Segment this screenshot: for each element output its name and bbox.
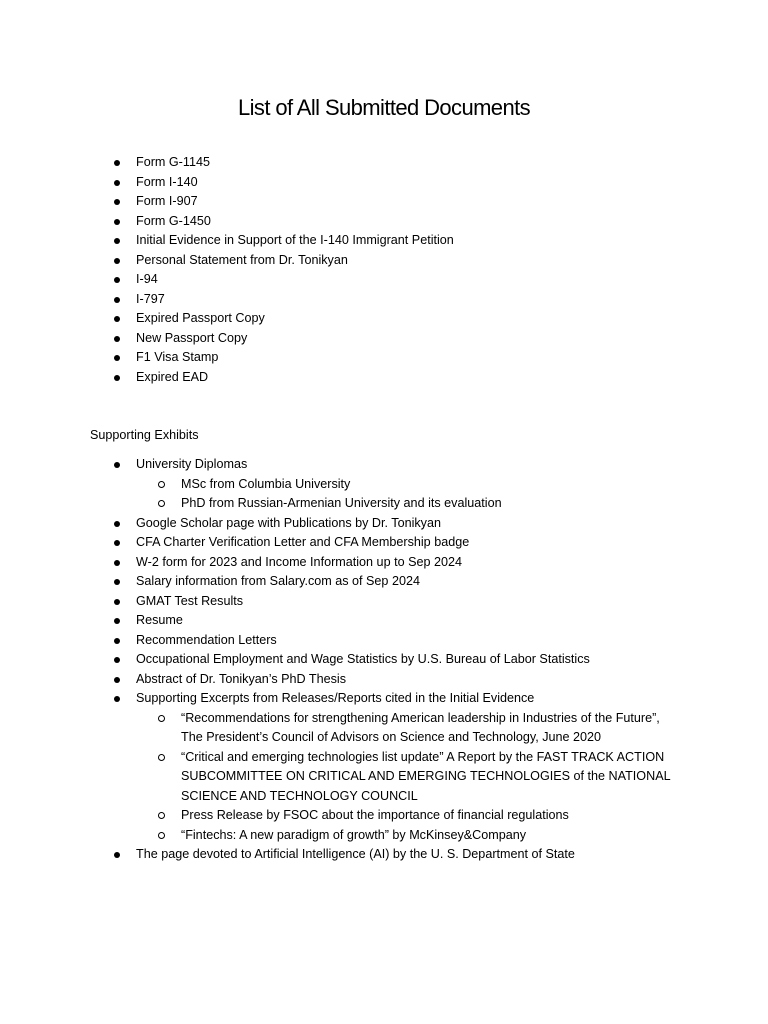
list-item-text: Form I-907 (136, 194, 198, 208)
sub-list-item (0, 709, 768, 748)
bullet-icon (114, 638, 120, 644)
list-item-text: F1 Visa Stamp (136, 350, 219, 364)
list-item (0, 533, 768, 553)
list-item-text: Form G-1450 (136, 213, 211, 228)
list-item-text: I-94 (136, 272, 158, 286)
list-item-text: Expired Passport Copy (136, 311, 265, 325)
sub-list-item-text: Press Release by FSOC about the importance of financial regulations (181, 808, 569, 822)
list-item-text: Form I-140 (136, 174, 198, 189)
list-item (0, 270, 768, 290)
bullet-icon (114, 180, 120, 186)
bullet-icon (114, 160, 120, 166)
circle-bullet-icon (158, 481, 165, 488)
list-item (0, 309, 768, 329)
list-item (0, 153, 768, 173)
bullet-icon (114, 540, 120, 546)
list-item (0, 192, 768, 212)
circle-bullet-icon (158, 832, 165, 839)
sub-list-item-text: PhD from Russian-Armenian University and its evaluation (181, 496, 502, 510)
list-item (0, 689, 768, 845)
bullet-icon (114, 521, 120, 527)
list-item (0, 455, 768, 514)
supporting-exhibits-heading: Supporting Exhibits (90, 428, 199, 442)
list-item (0, 290, 768, 310)
list-item-text: W-2 form for 2023 and Income Information up to Sep 2024 (136, 554, 462, 569)
list-item (0, 845, 768, 865)
list-item (0, 572, 768, 592)
list-item-text: Occupational Employment and Wage Statistics by U.S. Bureau of Labor Statistics (136, 652, 590, 666)
list-item-text: Resume (136, 613, 183, 627)
list-item-text: Salary information from Salary.com as of Sep 2024 (136, 574, 420, 588)
document-title: List of All Submitted Documents (238, 95, 530, 120)
submitted-forms-list (0, 153, 768, 387)
list-item-text: Recommendation Letters (136, 632, 277, 647)
bullet-icon (114, 238, 120, 244)
list-item (0, 368, 768, 388)
sub-list-item (0, 494, 768, 514)
bullet-icon (114, 618, 120, 624)
sub-list-item (0, 806, 768, 826)
list-item-text: Initial Evidence in Support of the I-140 Immigrant Petition (136, 233, 454, 247)
list-item (0, 670, 768, 690)
sub-list-item-text: “Fintechs: A new paradigm of growth” by McKinsey&Company (181, 827, 527, 842)
circle-bullet-icon (158, 754, 165, 761)
list-item (0, 553, 768, 573)
sub-list-item (0, 475, 768, 495)
list-item-text: CFA Charter Verification Letter and CFA Membership badge (136, 535, 470, 549)
list-item-text: Personal Statement from Dr. Tonikyan (136, 252, 348, 267)
bullet-icon (114, 297, 120, 303)
sub-list-item (0, 748, 768, 807)
list-item (0, 631, 768, 651)
bullet-icon (114, 219, 120, 225)
list-item-text: Google Scholar page with Publications by Dr. Tonikyan (136, 515, 441, 530)
list-item (0, 329, 768, 349)
supporting-exhibits-list (0, 455, 768, 865)
bullet-icon (114, 277, 120, 283)
list-item (0, 212, 768, 232)
list-item (0, 514, 768, 534)
bullet-icon (114, 375, 120, 381)
list-item (0, 231, 768, 251)
list-item-text: GMAT Test Results (136, 593, 244, 608)
list-item-text: University Diplomas (136, 457, 248, 471)
list-item-text: Abstract of Dr. Tonikyan’s PhD Thesis (136, 671, 346, 686)
circle-bullet-icon (158, 715, 165, 722)
bullet-icon (114, 316, 120, 322)
sub-list-item-text: MSc from Columbia University (181, 476, 351, 491)
list-item-text: Expired EAD (136, 369, 209, 384)
sub-list-item-text: “Recommendations for strengthening American leadership in Industries of the Future”, The President’s Council of Advisors on Science and Technology, June 2020 (181, 710, 660, 744)
list-item-text: I-797 (136, 291, 165, 306)
bullet-icon (114, 579, 120, 585)
sub-list (0, 475, 768, 514)
bullet-icon (114, 599, 120, 605)
list-item-text: The page devoted to Artificial Intelligence (AI) by the U. S. Department of State (136, 847, 575, 861)
list-item-text: New Passport Copy (136, 330, 248, 345)
circle-bullet-icon (158, 812, 165, 819)
bullet-icon (114, 199, 120, 205)
bullet-icon (114, 657, 120, 663)
sub-list (0, 709, 768, 846)
bullet-icon (114, 258, 120, 264)
bullet-icon (114, 336, 120, 342)
bullet-icon (114, 677, 120, 683)
sub-list-item-text: “Critical and emerging technologies list update” A Report by the FAST TRACK ACTION SUBCOMMITTEE ON CRITICAL AND EMERGING TECHNOLOGIES of the NATIONAL SCIENCE AND TECHNOLOGY COUNCIL (181, 749, 671, 803)
bullet-icon (114, 852, 120, 858)
list-item-text: Form G-1145 (136, 155, 210, 169)
list-item (0, 592, 768, 612)
bullet-icon (114, 355, 120, 361)
list-item (0, 611, 768, 631)
sub-list-item (0, 826, 768, 846)
list-item-text: Supporting Excerpts from Releases/Reports cited in the Initial Evidence (136, 691, 535, 705)
circle-bullet-icon (158, 500, 165, 507)
bullet-icon (114, 462, 120, 468)
bullet-icon (114, 560, 120, 566)
list-item (0, 173, 768, 193)
list-item (0, 251, 768, 271)
list-item (0, 650, 768, 670)
list-item (0, 348, 768, 368)
bullet-icon (114, 696, 120, 702)
